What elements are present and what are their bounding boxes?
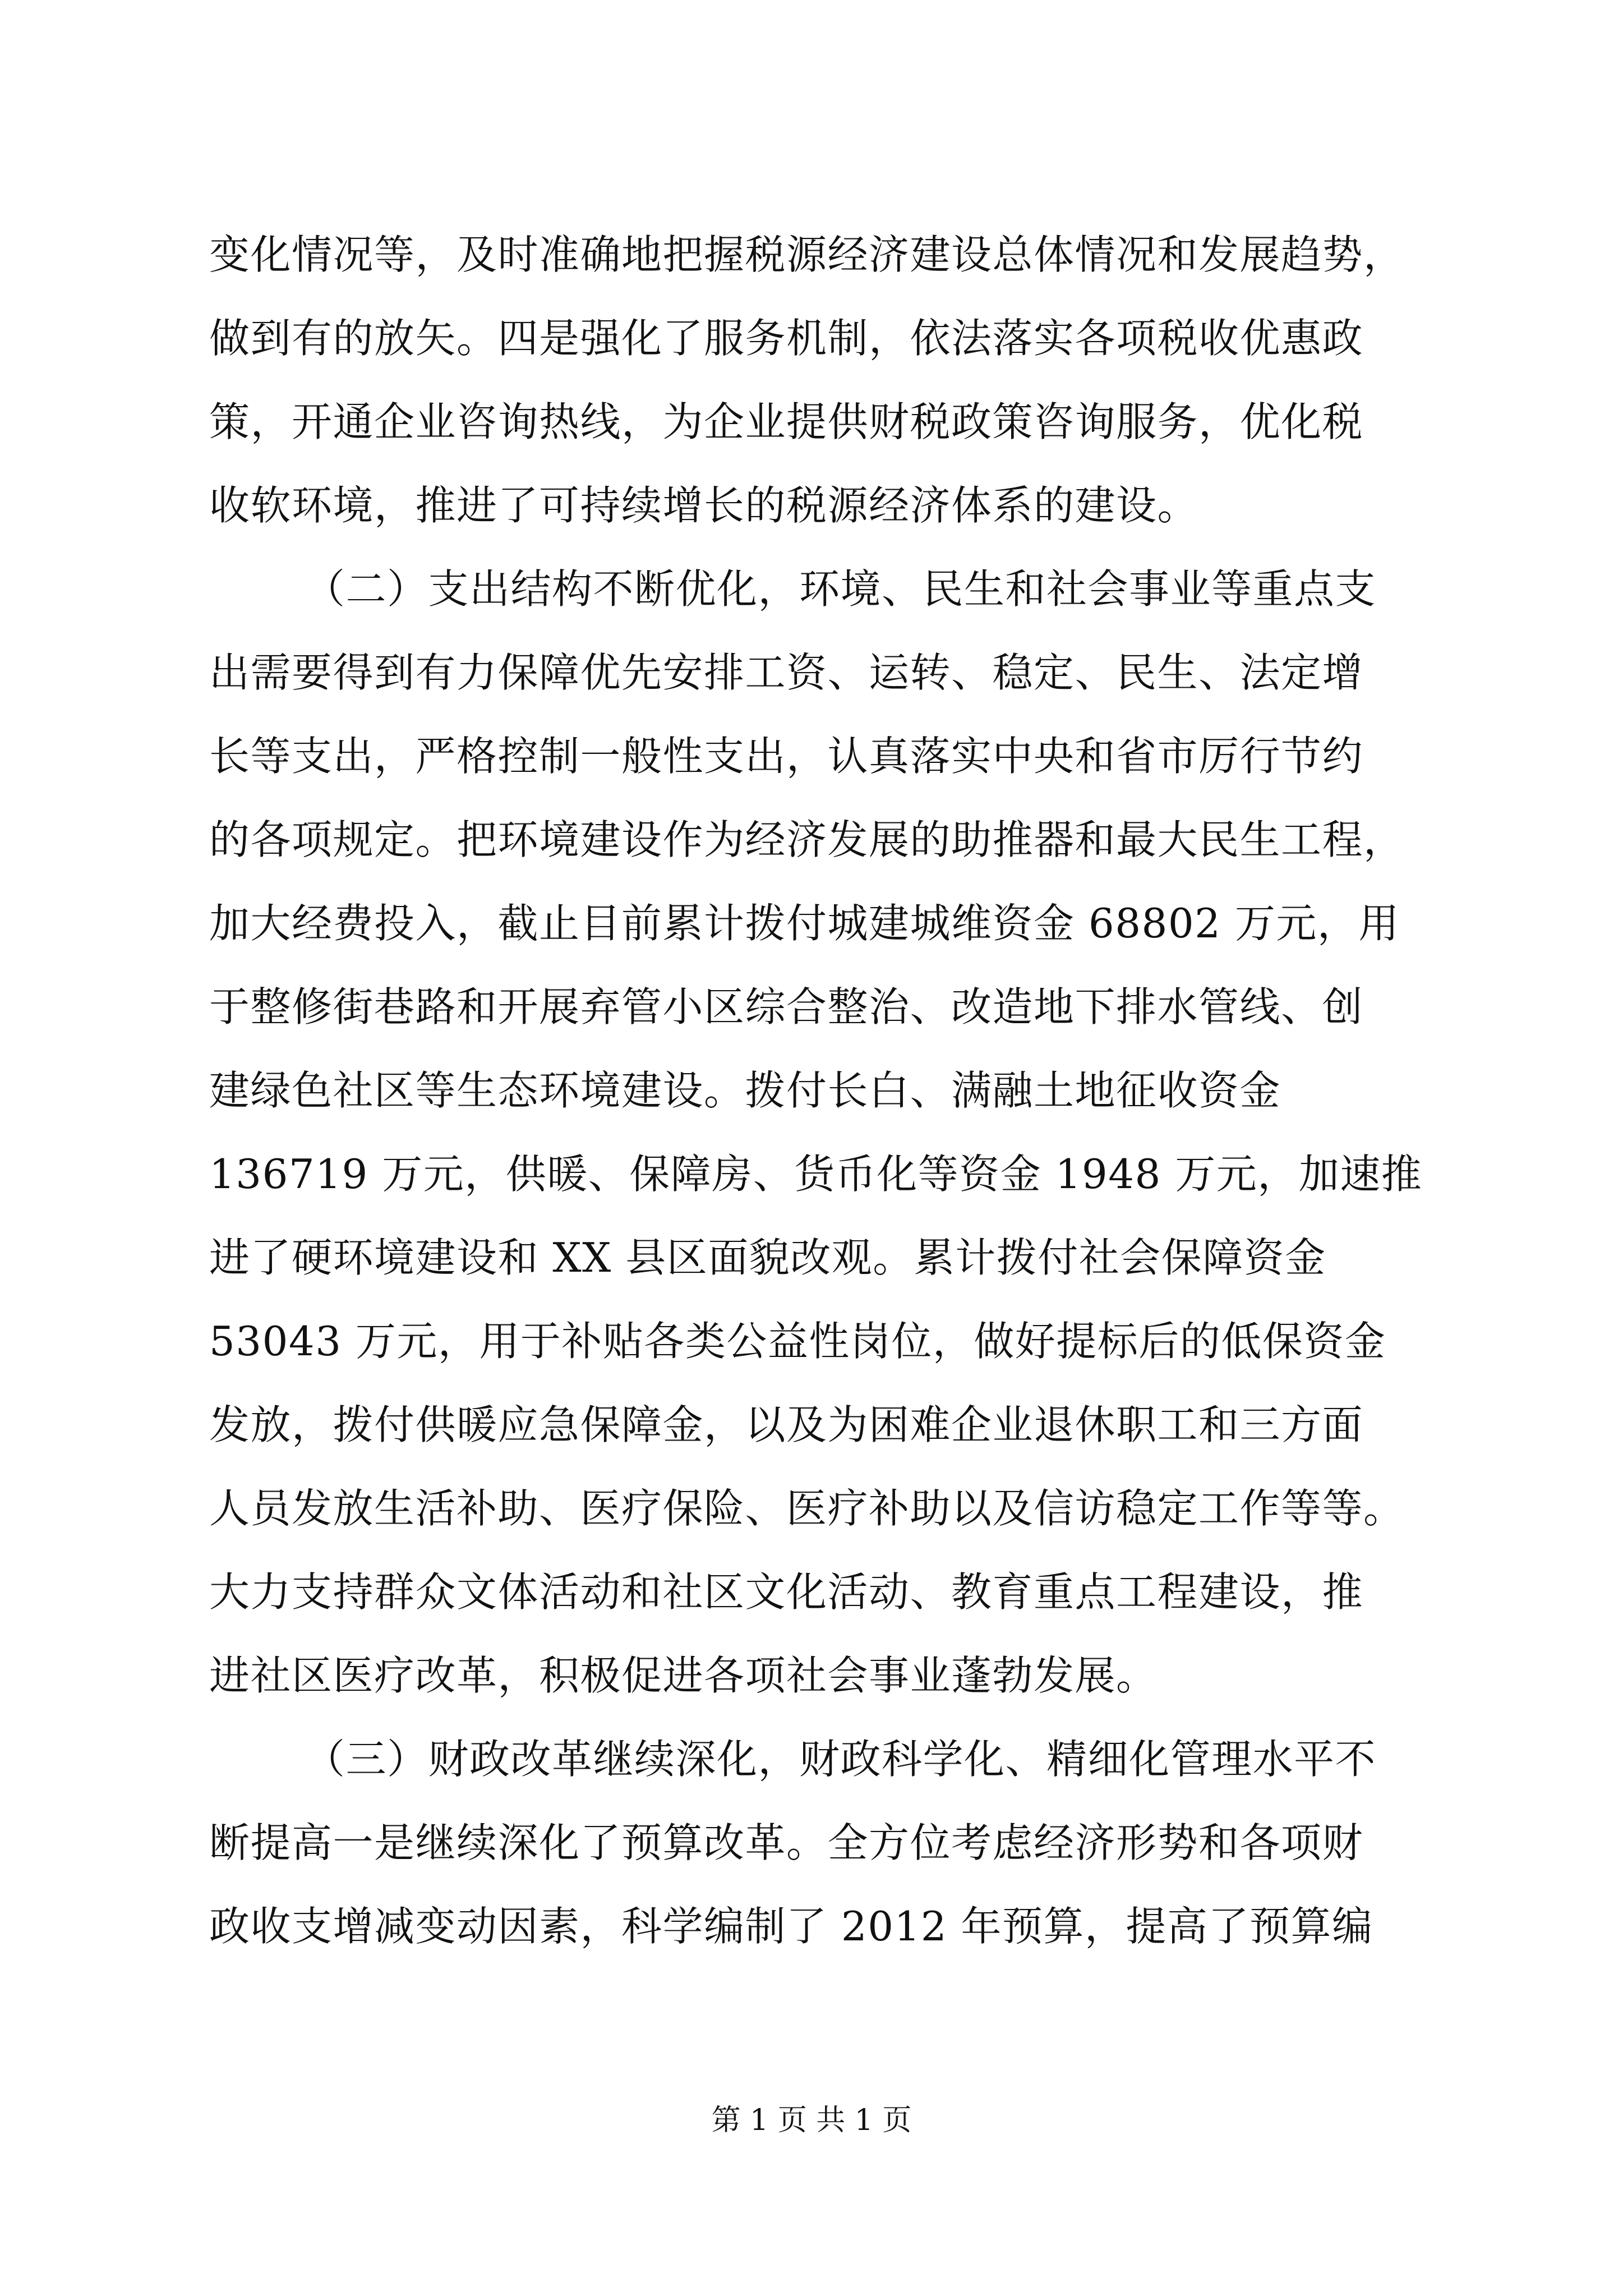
text-line-9: 加大经费投入，截止目前累计拨付城建城维资金 68802 万元，用 [209,900,1400,947]
text-line-15: 发放，拨付供暖应急保障金，以及为困难企业退休职工和三方面 [209,1401,1364,1448]
text-line-16: 人员发放生活补助、医疗保险、医疗补助以及信访稳定工作等等。 [209,1485,1405,1532]
section-heading-3: （三）财政改革继续深化，财政科学化、精细化管理水平不 [305,1736,1377,1783]
document-body [209,213,1421,1968]
text-line-11: 建绿色社区等生态环境建设。拨付长白、满融土地征收资金 [209,1067,1281,1114]
text-line-21: 政收支增减变动因素，科学编制了 2012 年预算，提高了预算编 [209,1903,1373,1950]
text-line-4: 收软环境，推进了可持续增长的税源经济体系的建设。 [209,482,1199,529]
text-line-12: 136719 万元，供暖、保障房、货币化等资金 1948 万元，加速推 [209,1151,1423,1198]
text-line-14: 53043 万元，用于补贴各类公益性岗位，做好提标后的低保资金 [209,1318,1386,1365]
text-line-13: 进了硬环境建设和 XX 县区面貌改观。累计拨付社会保障资金 [209,1234,1326,1281]
text-line-3: 策，开通企业咨询热线，为企业提供财税政策咨询服务，优化税 [209,398,1364,445]
page-number-label: 第 1 页 共 1 页 [711,2104,912,2137]
text-line-6: 出需要得到有力保障优先安排工资、运转、稳定、民生、法定增 [209,649,1364,696]
text-line-2: 做到有的放矢。四是强化了服务机制，依法落实各项税收优惠政 [209,315,1364,362]
text-line-1: 变化情况等，及时准确地把握税源经济建设总体情况和发展趋势， [209,231,1405,278]
text-line-10: 于整修街巷路和开展弃管小区综合整治、改造地下排水管线、创 [209,983,1364,1030]
page-footer [0,2101,1623,2140]
text-line-8: 的各项规定。把环境建设作为经济发展的助推器和最大民生工程， [209,816,1405,863]
text-line-7: 长等支出，严格控制一般性支出，认真落实中央和省市厉行节约 [209,733,1364,780]
text-line-17: 大力支持群众文体活动和社区文化活动、教育重点工程建设，推 [209,1568,1364,1616]
section-heading-2: （二）支出结构不断优化，环境、民生和社会事业等重点支 [305,565,1377,613]
text-line-20: 断提高一是继续深化了预算改革。全方位考虑经济形势和各项财 [209,1819,1364,1866]
text-line-18: 进社区医疗改革，积极促进各项社会事业蓬勃发展。 [209,1652,1158,1699]
